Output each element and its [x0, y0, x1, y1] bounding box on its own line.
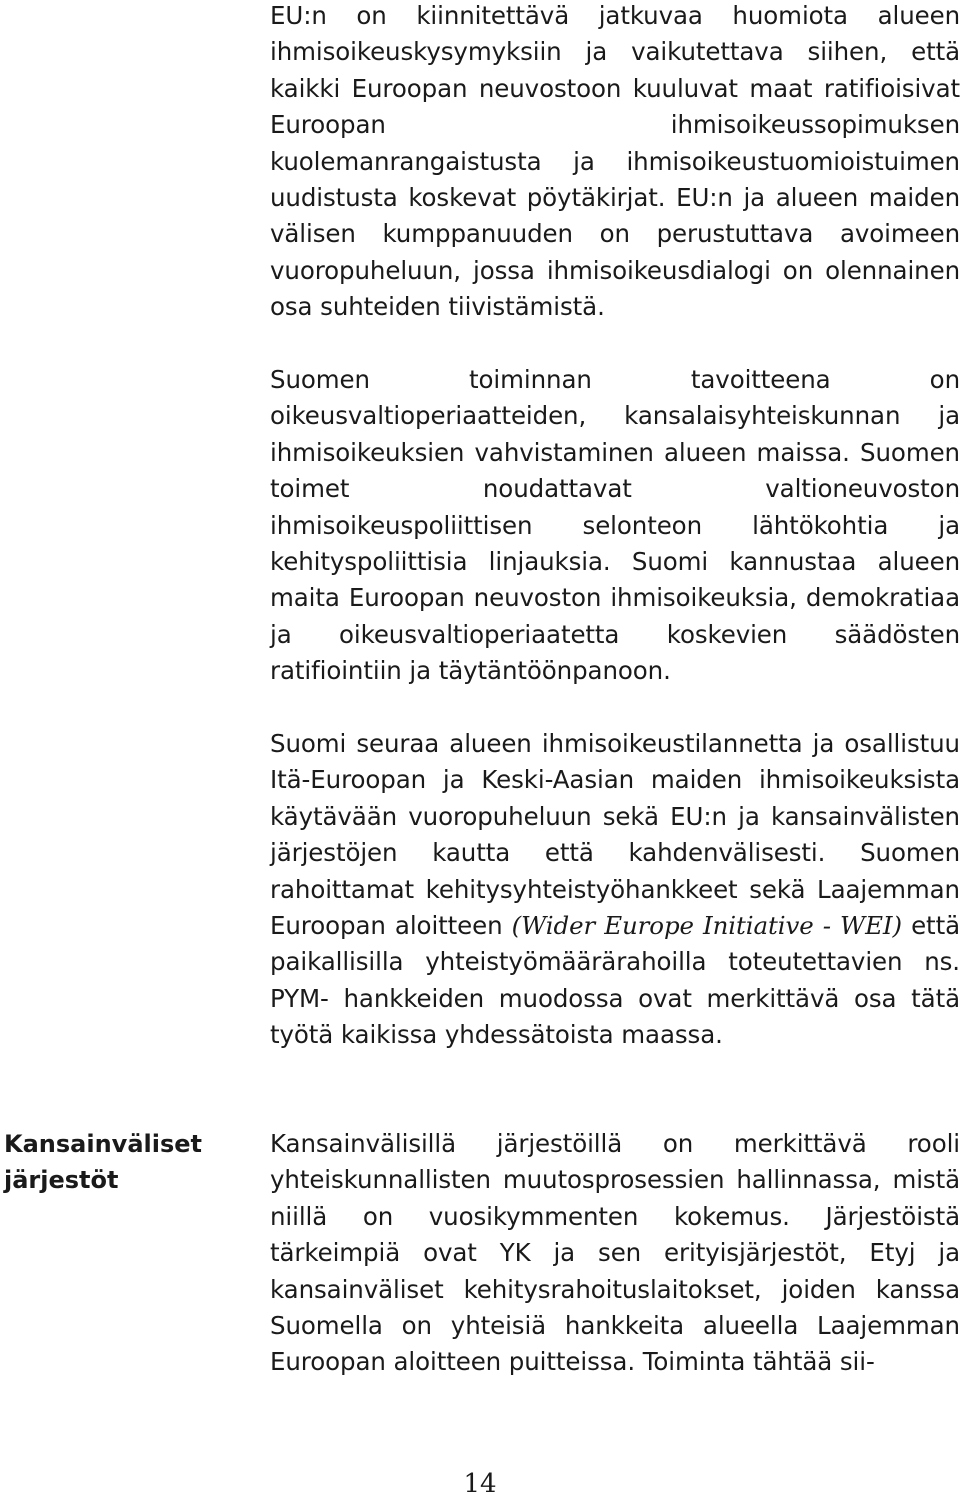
paragraph-text: Suomi seuraa alueen ihmisoikeustilannetta ja osallistuu Itä-Euroopan ja Keski-Aasian maiden ihmisoikeuksista käytävään vuoropuheluun sekä EU:n ja kansainvälisten järjestöjen kautta että kahdenvälisesti. Suomen rahoittamat kehitysyhteistyöhankkeet sekä Laajemman Euroopan aloitteen — [270, 729, 960, 941]
paragraph-eu-human-rights: EU:n on kiinnitettävä jatkuvaa huomiota alueen ihmisoikeuskysymyksiin ja vaikutettava siihen, että kaikki Euroopan neuvostoon kuuluvat maat ratifioisivat Euroopan ihmisoikeussopimuksen kuolemanrangaistusta ja ihmisoikeustuomioistuimen uudistusta koskevat pöytäkirjat. EU:n ja alueen maiden välisen kumppanuuden on perustuttava avoimeen vuoropuheluun, jossa ihmisoikeusdialogi on olennainen osa suhteiden tiivistämistä. — [270, 1, 960, 322]
paragraph-international-organizations: Kansainvälisillä järjestöillä on merkittävä rooli yhteiskunnallisten muutosprosessien hallinnassa, mistä niillä on vuosikymmenten kokemus. Järjestöistä tärkeimpiä ovat YK ja sen erityisjärjestöt, Etyj ja kansainväliset kehitysrahoituslaitokset, joiden kanssa Suomella on yhteisiä hankkeita alueella Laajemman Euroopan aloitteen puitteissa. Toiminta tähtää sii- — [270, 1129, 960, 1377]
side-heading-line2: järjestöt — [4, 1166, 119, 1195]
paragraph-finland-goals: Suomen toiminnan tavoitteena on oikeusvaltioperiaatteiden, kansalaisyhteiskunnan ja ihmisoikeuksien vahvistaminen alueen maissa. Suomen toimet noudattavat valtioneuvoston ihmisoikeuspoliittisen selonteon lähtökohtia ja kehityspoliittisia linjauksia. Suomi kannustaa alueen maita Euroopan neuvoston ihmisoikeuksia, demokratiaa ja oikeusvaltioperiaatetta koskevien säädösten ratifiointiin ja täytäntöönpanoon. — [270, 365, 960, 686]
paragraph-finland-monitoring — [270, 726, 960, 1054]
paragraph-text: että paikallisilla yhteistyömäärärahoilla toteutettavien ns. PYM- hankkeiden muodossa ovat merkittävä osa tätä työtä kaikissa yhdessätoista maassa. — [270, 911, 960, 1050]
page-number: 14 — [463, 1469, 497, 1499]
italic-initiative-name: (Wider Europe Initiative - WEI) — [511, 911, 902, 941]
side-heading-line1: Kansainväliset — [4, 1130, 202, 1158]
side-heading — [4, 1126, 234, 1199]
